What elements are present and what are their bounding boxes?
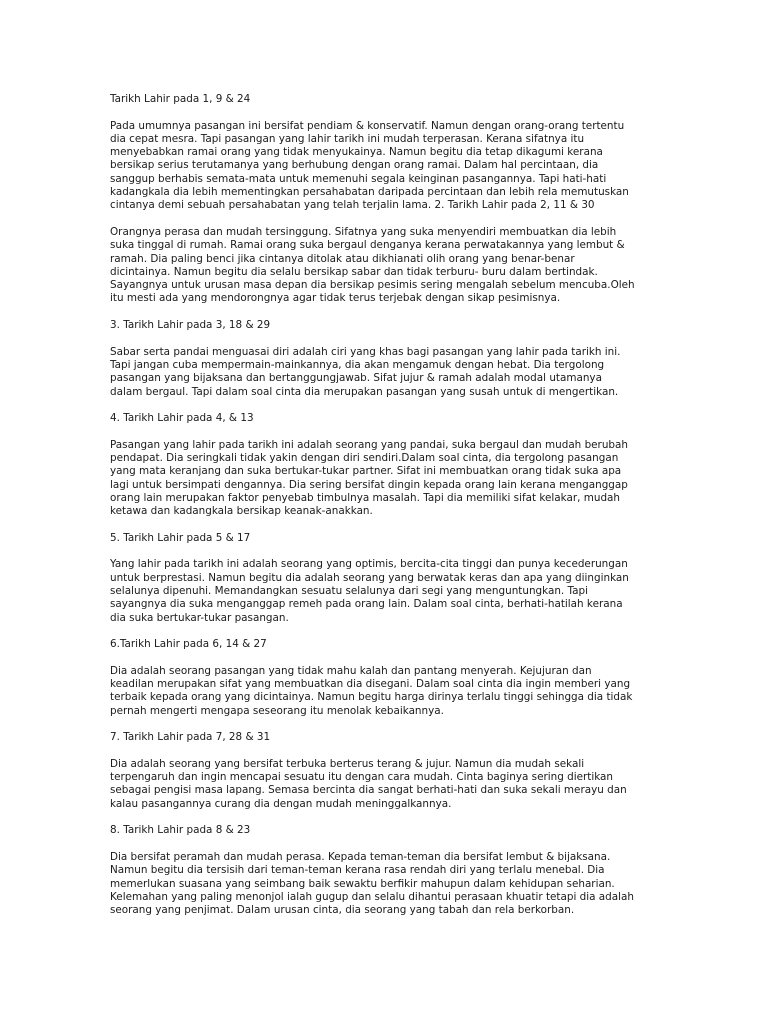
heading-3-18-29: 3. Tarikh Lahir pada 3, 18 & 29 — [110, 319, 271, 332]
heading-1-9-24: Tarikh Lahir pada 1, 9 & 24 — [110, 93, 251, 105]
paragraph-2-11-30: Orangnya perasa dan mudah tersinggung. Sifatnya yang suka menyendiri membuatkan dia lebih suka tinggal di rumah. Ramai orang suka bergaul denganya kerana perwatakannya yang lembut & ramah. Dia paling benci jika cintanya ditolak atau dikhianati olih orang yang benar-benar dicintainya. Namun begitu dia selalu bersikap sabar dan tidak terburu- buru dalam bertindak. Sayangnya untuk urusan masa depan dia bersikap pesimis sering mengalah sebelum mencuba.Oleh itu mesti ada yang mendorongnya agar tidak terus terjebak dengan sikap pesimisnya. — [110, 225, 635, 305]
paragraph-7-28-31: Dia adalah seorang yang bersifat terbuka berterus terang & jujur. Namun dia mudah sekali terpengaruh dan ingin mencapai sesuatu itu dengan cara mudah. Cinta baginya sering diertikan sebagai pengisi masa lapang. Semasa bercinta dia sangat berhati-hati dan suka sekali merayu dan kalau pasangannya curang dia dengan mudah meninggalkannya. — [110, 757, 627, 810]
heading-7-28-31: 7. Tarikh Lahir pada 7, 28 & 31 — [110, 731, 271, 744]
heading-5-17: 5. Tarikh Lahir pada 5 & 17 — [110, 531, 251, 544]
document-page — [110, 93, 658, 931]
heading-8-23: 8. Tarikh Lahir pada 8 & 23 — [110, 824, 251, 837]
paragraph-5-17: Yang lahir pada tarikh ini adalah seorang yang optimis, bercita-cita tinggi dan punya kecederungan untuk berprestasi. Namun begitu dia adalah seorang yang berwatak keras dan apa yang diinginkan selalunya dipenuhi. Memandangkan sesuatu selalunya dari segi yang menguntungkan. Tapi sayangnya dia suka menganggap remeh pada orang lain. Dalam soal cinta, berhati-hatilah kerana dia suka bertukar-tukar pasangan. — [110, 558, 629, 624]
heading-4-13: 4. Tarikh Lahir pada 4, & 13 — [110, 412, 254, 425]
paragraph-3-18-29: Sabar serta pandai menguasai diri adalah ciri yang khas bagi pasangan yang lahir pada tarikh ini. Tapi jangan cuba mempermain-mainkannya, dia akan mengamuk dengan hebat. Dia tergolong pasangan yang bijaksana dan bertanggungjawab. Sifat jujur & ramah adalah modal utamanya dalam bergaul. Tapi dalam soal cinta dia merupakan pasangan yang susah untuk di mengertikan. — [110, 345, 621, 398]
heading-6-14-27: 6.Tarikh Lahir pada 6, 14 & 27 — [110, 638, 267, 651]
paragraph-6-14-27: Dia adalah seorang pasangan yang tidak mahu kalah dan pantang menyerah. Kejujuran dan keadilan merupakan sifat yang membuatkan dia disegani. Dalam soal cinta dia ingin memberi yang terbaik kepada orang yang dicintainya. Namun begitu harga dirinya terlalu tinggi sehingga dia tidak pernah mengerti mengapa seseorang itu menolak kebaikannya. — [110, 664, 633, 717]
paragraph-1-9-24: Pada umumnya pasangan ini bersifat pendiam & konservatif. Namun dengan orang-orang tertentu dia cepat mesra. Tapi pasangan yang lahir tarikh ini mudah terperasan. Kerana sifatnya itu menyebabkan ramai orang yang tidak menyukainya. Namun begitu dia tetap dikagumi kerana bersikap serius terutamanya yang berhubung dengan orang ramai. Dalam hal percintaan, dia sanggup berhabis semata-mata untuk memenuhi segala keinginan pasangannya. Tapi hati-hati kadangkala dia lebih mementingkan persahabatan daripada percintaan dan lebih rela memutuskan cintanya demi sebuah persahabatan yang telah terjalin lama. 2. Tarikh Lahir pada 2, 11 & 30 — [110, 119, 629, 212]
paragraph-8-23: Dia bersifat peramah dan mudah perasa. Kepada teman-teman dia bersifat lembut & bijaksana. Namun begitu dia tersisih dari teman-teman kerana rasa rendah diri yang terlalu menebal. Dia memerlukan suasana yang seimbang baik sewaktu berfikir mahupun dalam kehidupan seharian. Kelemahan yang paling menonjol ialah gugup dan selalu dihantui perasaan khuatir tetapi dia adalah seorang yang penjimat. Dalam urusan cinta, dia seorang yang tabah dan rela berkorban. — [110, 850, 634, 917]
paragraph-4-13: Pasangan yang lahir pada tarikh ini adalah seorang yang pandai, suka bergaul dan mudah berubah pendapat. Dia seringkali tidak yakin dengan diri sendiri.Dalam soal cinta, dia tergolong pasangan yang mata keranjang dan suka bertukar-tukar partner. Sifat ini membuatkan orang tidak suka apa lagi untuk bersimpati dengannya. Dia sering bersifat dingin kepada orang lain kerana menganggap orang lain merupakan faktor penyebab timbulnya masalah. Tapi dia memiliki sifat kelakar, mudah ketawa dan kadangkala bersikap keanak-anakkan. — [110, 438, 628, 518]
